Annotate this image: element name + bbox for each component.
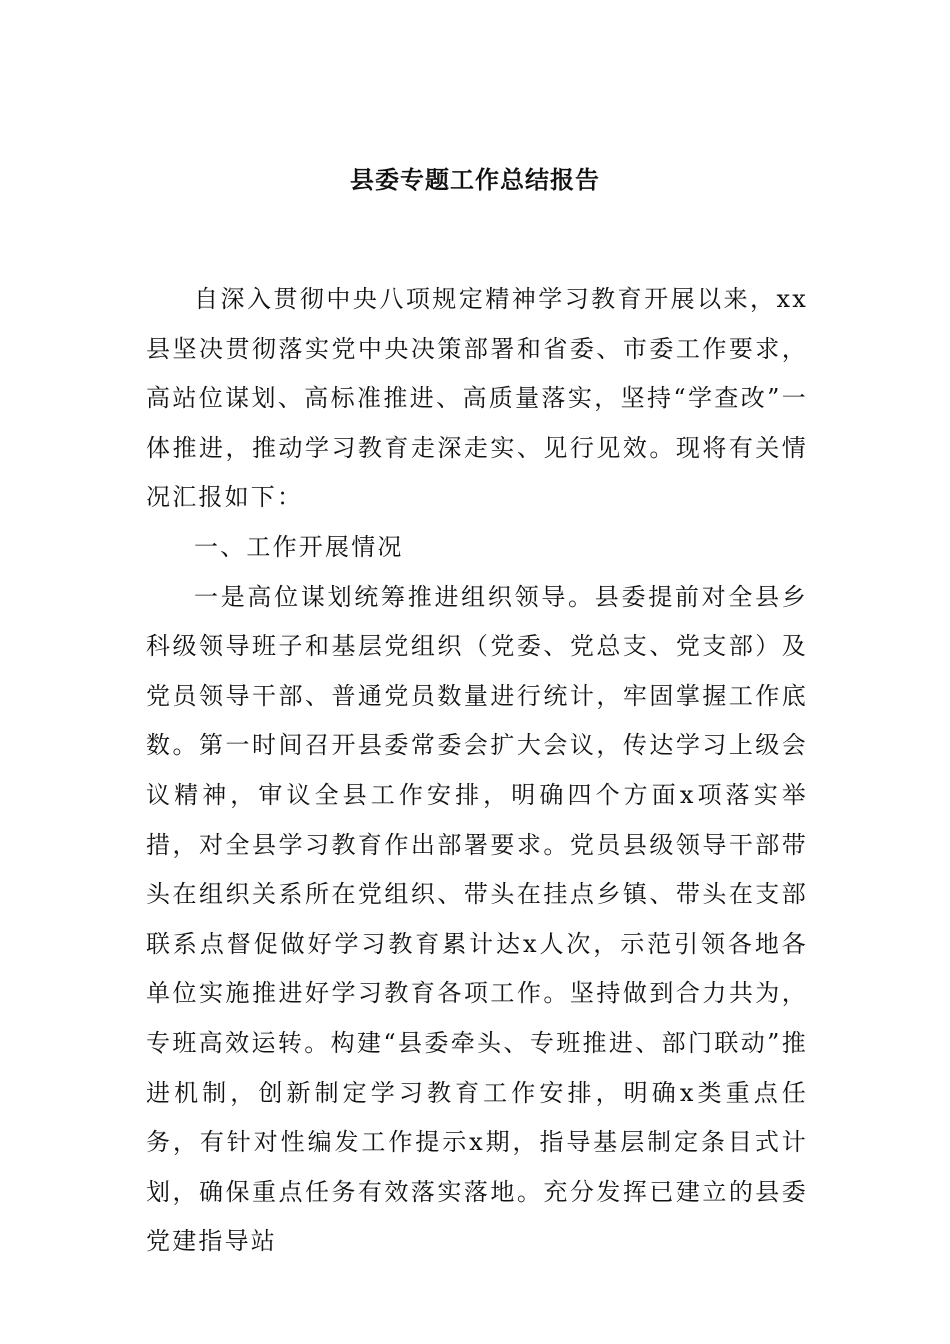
document-title: 县委专题工作总结报告 (350, 165, 600, 194)
intro-paragraph: 自深入贯彻中央八项规定精神学习教育开展以来，xx县坚决贯彻落实党中央决策部署和省委、市委工作要求，高站位谋划、高标准推进、高质量落实，坚持“学查改”一体推进，推动学习教育走深走实、见行见效。现将有关情况汇报如下： (146, 285, 808, 512)
body-paragraph: 一是高位谋划统筹推进组织领导。县委提前对全县乡科级领导班子和基层党组织（党委、党总支、党支部）及党员领导干部、普通党员数量进行统计，牢固掌握工作底数。第一时间召开县委常委会扩大会议，传达学习上级会议精神，审议全县工作安排，明确四个方面x项落实举措，对全县学习教育作出部署要求。党员县级领导干部带头在组织关系所在党组织、带头在挂点乡镇、带头在支部联系点督促做好学习教育累计达x人次，示范引领各地各单位实施推进好学习教育各项工作。坚持做到合力共为，专班高效运转。构建“县委牵头、专班推进、部门联动”推进机制，创新制定学习教育工作安排，明确x类重点任务，有针对性编发工作提示x期，指导基层制定条目式计划，确保重点任务有效落实落地。充分发挥已建立的县委党建指导站 (146, 582, 808, 1256)
document-body (146, 275, 808, 1267)
section-heading: 一、工作开展情况 (194, 532, 404, 561)
